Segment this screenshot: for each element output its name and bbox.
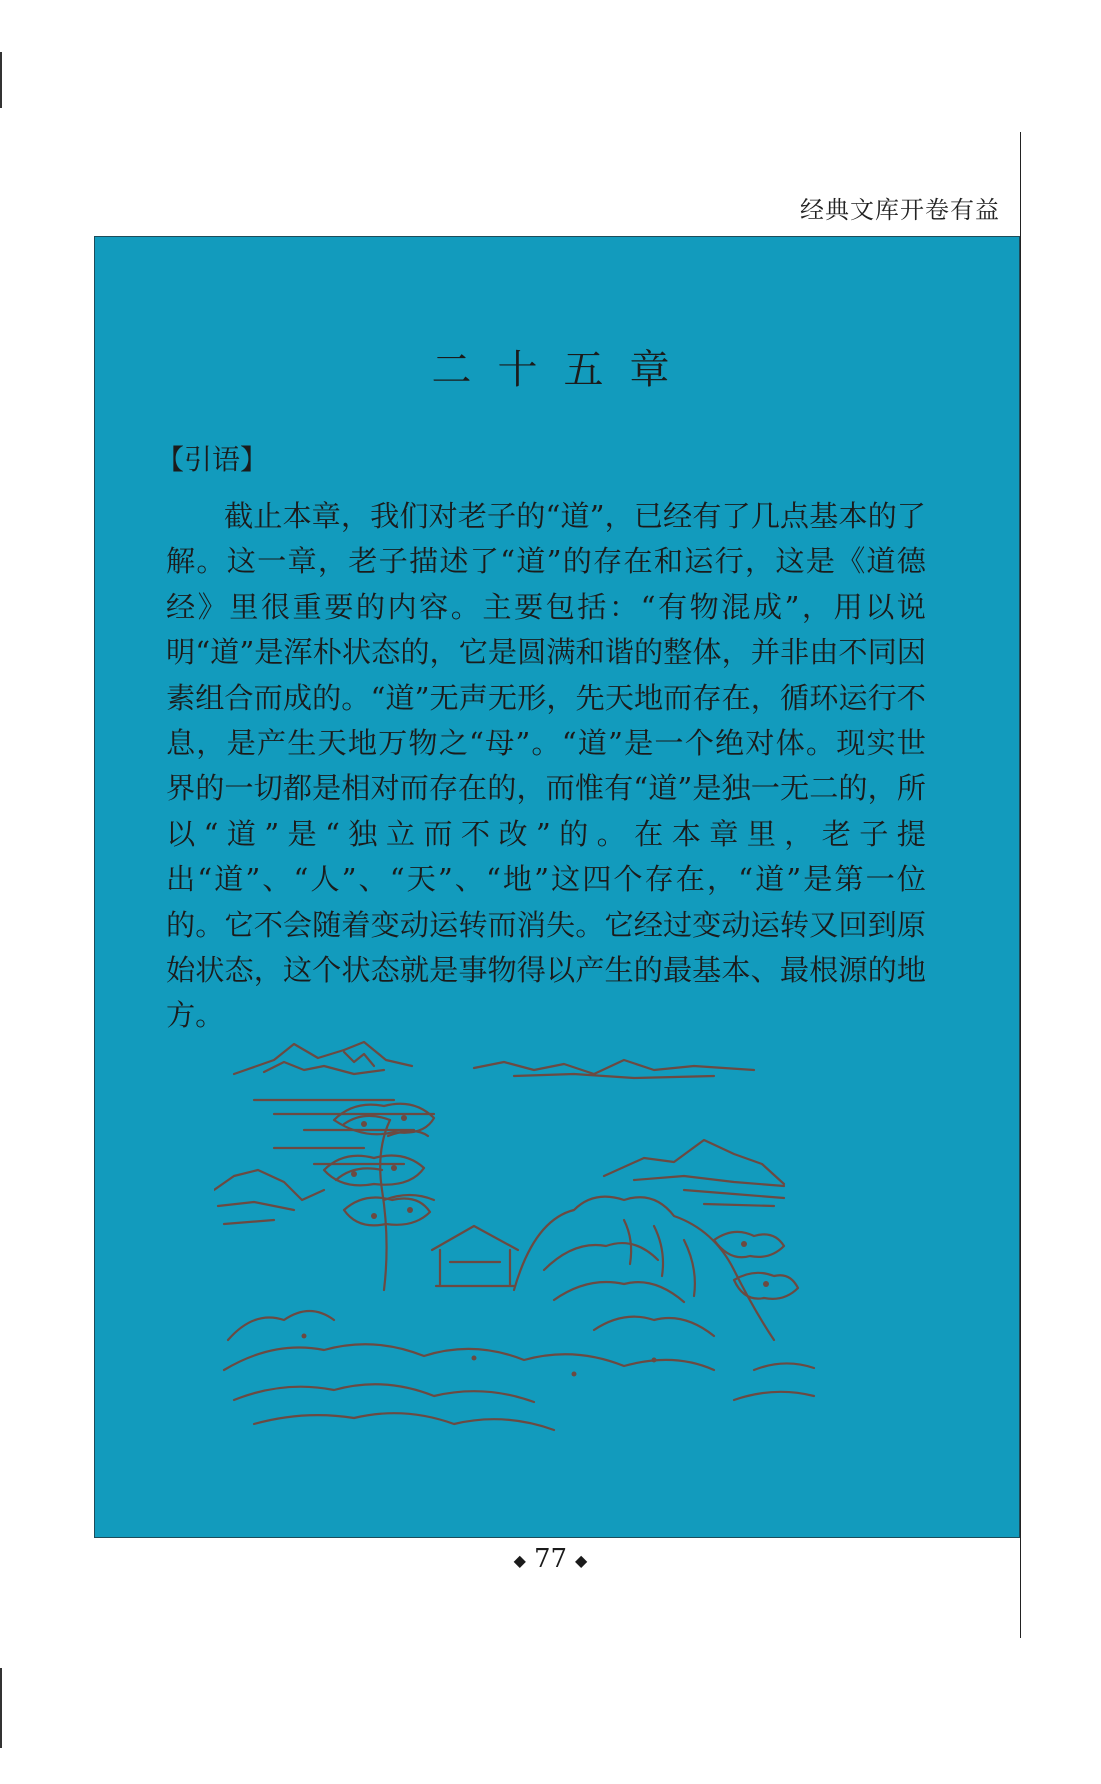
page-number (0, 1544, 1101, 1574)
crop-mark-bottom (0, 1668, 2, 1748)
ornament-left: ◆ (513, 1550, 526, 1570)
landscape-ink-drawing-icon (214, 1040, 878, 1450)
chapter-body-text: 截止本章，我们对老子的“道”，已经有了几点基本的了解。这一章，老子描述了“道”的存在和运行，这是《道德经》里很重要的内容。主要包括：“有物混成”，用以说明“道”是浑朴状态的，它是圆满和谐的整体，并非由不同因素组合而成的。“道”无声无形，先天地而存在，循环运行不息，是产生天地万物之“母”。“道”是一个绝对体。现实世界的一切都是相对而存在的，而惟有“道”是独一无二的，所以“道”是“独立而不改”的。在本章里，老子提出“道”、“人”、“天”、“地”这四个存在，“道”是第一位的。它不会随着变动运转而消失。它经过变动运转又回到原始状态，这个状态就是事物得以产生的最基本、最根源的地方。 (166, 499, 926, 1033)
crop-mark-top (0, 52, 2, 108)
chapter-title: 二十五章 (431, 347, 696, 393)
section-label: 【引语】 (156, 443, 269, 476)
running-head: 经典文库开卷有益 (800, 196, 1000, 224)
ornament-right: ◆ (575, 1550, 588, 1570)
page-number-value: 77 (533, 1544, 568, 1574)
